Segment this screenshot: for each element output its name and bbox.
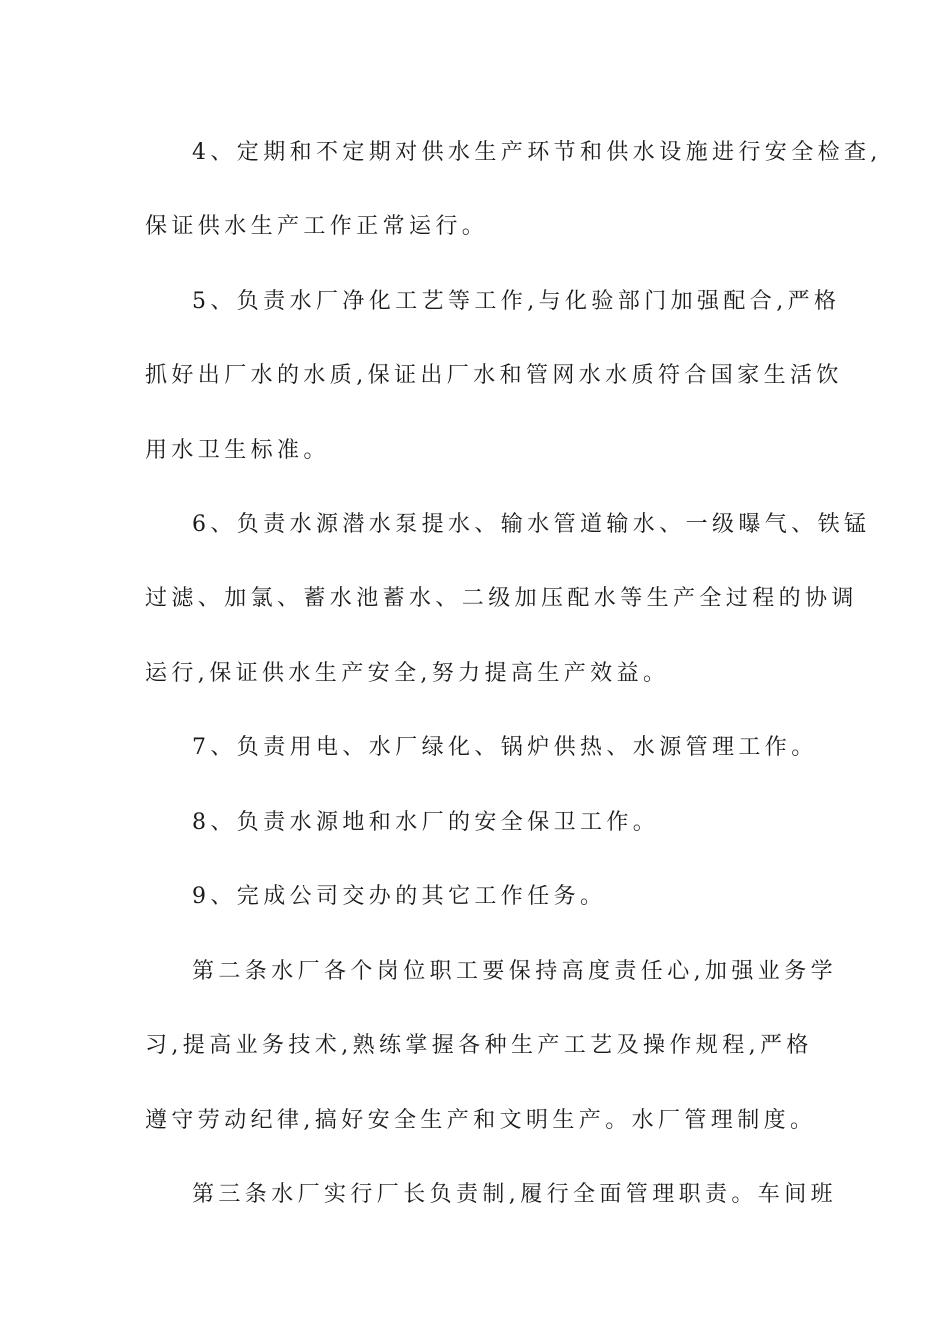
paragraph-5-line-1: 5、负责水厂净化工艺等工作,与化验部门加强配合,严格 — [192, 289, 841, 314]
article-3-line-1: 第三条水厂实行厂长负责制,履行全面管理职责。车间班 — [192, 1182, 837, 1207]
article-2-line-2: 习,提高业务技术,熟练掌握各种生产工艺及操作规程,严格 — [145, 1033, 813, 1058]
paragraph-6-line-3: 运行,保证供水生产安全,努力提高生产效益。 — [145, 661, 670, 686]
paragraph-8-line-1: 8、负责水源地和水厂的安全保卫工作。 — [192, 810, 660, 835]
paragraph-5-line-2: 抓好出厂水的水质,保证出厂水和管网水水质符合国家生活饮 — [145, 363, 843, 388]
paragraph-7-line-1: 7、负责用电、水厂绿化、锅炉供热、水源管理工作。 — [192, 735, 818, 760]
paragraph-5-line-3: 用水卫生标准。 — [145, 438, 330, 463]
paragraph-4-line-1: 4、定期和不定期对供水生产环节和供水设施进行安全检查, — [192, 140, 882, 165]
article-2-line-1: 第二条水厂各个岗位职工要保持高度责任心,加强业务学 — [192, 959, 837, 984]
paragraph-9-line-1: 9、完成公司交办的其它工作任务。 — [192, 884, 607, 909]
paragraph-6-line-2: 过滤、加氯、蓄水池蓄水、二级加压配水等生产全过程的协调 — [145, 586, 858, 611]
paragraph-6-line-1: 6、负责水源潜水泵提水、输水管道输水、一级曝气、铁锰 — [192, 512, 871, 537]
paragraph-4-line-2: 保证供水生产工作正常运行。 — [145, 214, 489, 239]
article-2-line-3: 遵守劳动纪律,搞好安全生产和文明生产。水厂管理制度。 — [145, 1108, 817, 1133]
